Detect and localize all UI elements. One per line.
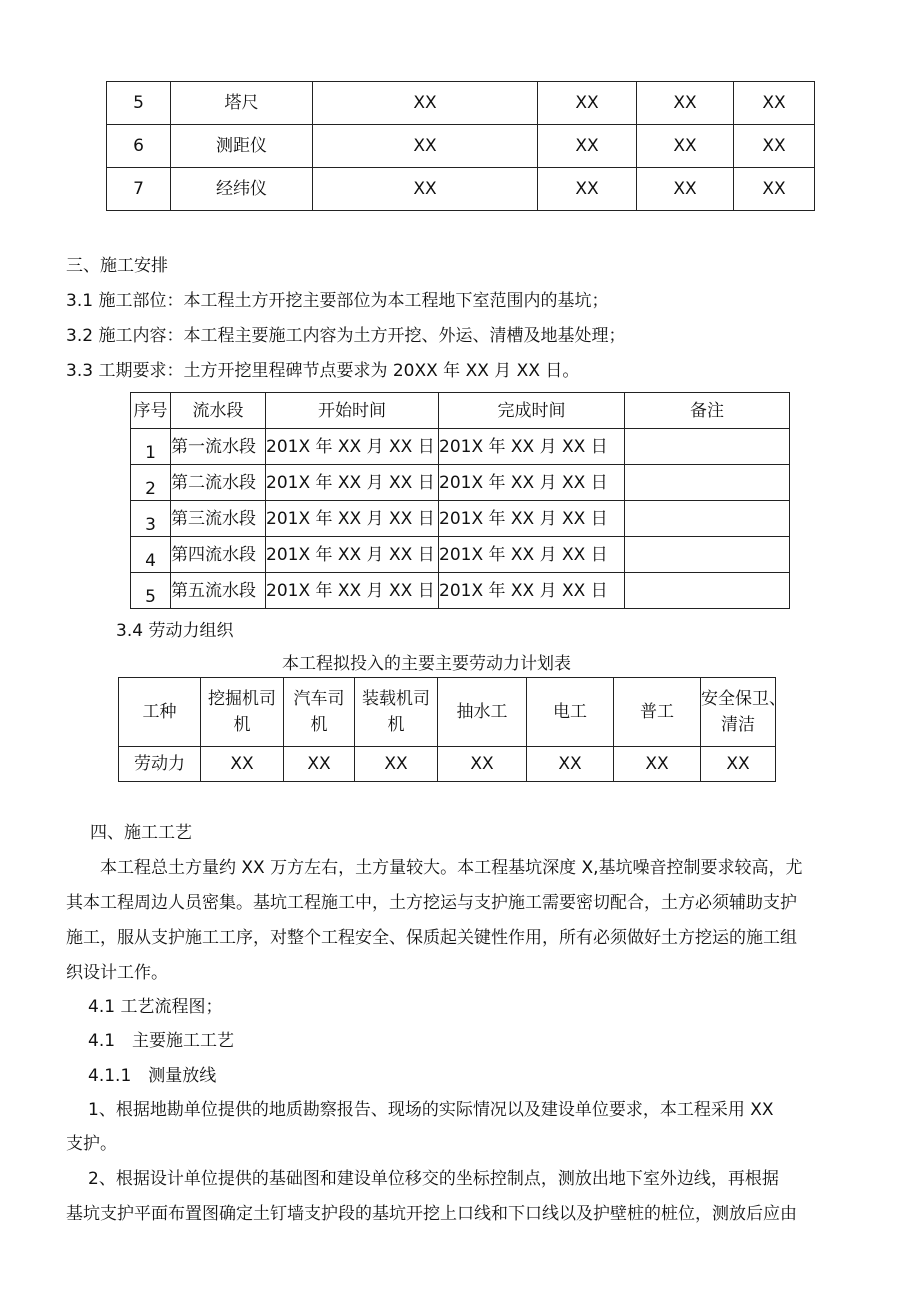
cell-name: 经纬仪 bbox=[171, 168, 313, 211]
cell-c1: XX bbox=[313, 125, 538, 168]
cell-no: 5 bbox=[107, 82, 171, 125]
cell-c4: XX bbox=[734, 82, 815, 125]
header-cell: 开始时间 bbox=[266, 393, 439, 429]
table-row bbox=[107, 125, 815, 168]
section3-3: 3.3 工期要求：土方开挖里程碑节点要求为 20XX 年 XX 月 XX 日。 bbox=[66, 361, 580, 381]
cell-value: XX bbox=[355, 747, 438, 782]
cell-no: 6 bbox=[107, 125, 171, 168]
labor-table bbox=[118, 677, 786, 782]
cell-value: XX bbox=[438, 747, 527, 782]
header-cell: 汽车司 机 bbox=[284, 678, 355, 747]
item-1-line: 支护。 bbox=[66, 1134, 117, 1154]
header-cell: 安全保卫、 清洁 bbox=[701, 678, 776, 747]
cell-start: 201X 年 XX 月 XX 日 bbox=[266, 537, 439, 573]
cell-c2: XX bbox=[538, 82, 637, 125]
header-cell: 抽水工 bbox=[438, 678, 527, 747]
cell-c1: XX bbox=[313, 168, 538, 211]
item-2-line: 基坑支护平面布置图确定土钉墙支护段的基坑开挖上口线和下口线以及护壁桩的桩位，测放后应由 bbox=[66, 1204, 797, 1224]
labor-table-title: 本工程拟投入的主要主要劳动力计划表 bbox=[282, 654, 571, 674]
cell-note bbox=[625, 537, 790, 573]
cell-no: 1 bbox=[131, 429, 171, 465]
section3-2: 3.2 施工内容：本工程主要施工内容为土方开挖、外运、清槽及地基处理； bbox=[66, 326, 626, 346]
header-cell: 序号 bbox=[131, 393, 171, 429]
table-row bbox=[131, 537, 790, 573]
table-header-row bbox=[119, 678, 776, 747]
header-cell: 挖掘机司 机 bbox=[201, 678, 284, 747]
section4-1-process: 4.1 主要施工工艺 bbox=[88, 1031, 235, 1051]
cell-end: 201X 年 XX 月 XX 日 bbox=[439, 465, 625, 501]
cell-c3: XX bbox=[637, 82, 734, 125]
table-header-row bbox=[131, 393, 790, 429]
cell-start: 201X 年 XX 月 XX 日 bbox=[266, 501, 439, 537]
header-cell: 电工 bbox=[527, 678, 614, 747]
cell-value: XX bbox=[201, 747, 284, 782]
cell-c2: XX bbox=[538, 168, 637, 211]
cell-start: 201X 年 XX 月 XX 日 bbox=[266, 465, 439, 501]
cell-end: 201X 年 XX 月 XX 日 bbox=[439, 429, 625, 465]
header-cell: 装载机司 机 bbox=[355, 678, 438, 747]
cell-note bbox=[625, 573, 790, 609]
section3-heading: 三、施工安排 bbox=[66, 256, 168, 276]
para-line: 其本工程周边人员密集。基坑工程施工中，土方挖运与支护施工需要密切配合，土方必须辅助支护 bbox=[66, 893, 797, 913]
table-row bbox=[107, 168, 815, 211]
item-1-line: 1、根据地勘单位提供的地质勘察报告、现场的实际情况以及建设单位要求，本工程采用 XX bbox=[88, 1100, 774, 1120]
cell-c2: XX bbox=[538, 125, 637, 168]
section3-1: 3.1 施工部位：本工程土方开挖主要部位为本工程地下室范围内的基坑； bbox=[66, 291, 609, 311]
para-line: 本工程总土方量约 XX 万方左右，土方量较大。本工程基坑深度 X,基坑噪音控制要求较高，尤 bbox=[100, 858, 803, 878]
header-cell: 流水段 bbox=[171, 393, 266, 429]
cell-c4: XX bbox=[734, 125, 815, 168]
cell-end: 201X 年 XX 月 XX 日 bbox=[439, 537, 625, 573]
section4-heading: 四、施工工艺 bbox=[90, 823, 192, 843]
section4-1-1: 4.1.1 测量放线 bbox=[88, 1066, 217, 1086]
para-line: 施工，服从支护施工工序，对整个工程安全、保质起关键性作用，所有必须做好土方挖运的施工组 bbox=[66, 928, 797, 948]
table-row bbox=[131, 429, 790, 465]
cell-c3: XX bbox=[637, 125, 734, 168]
cell-c1: XX bbox=[313, 82, 538, 125]
section4-1-flow: 4.1 工艺流程图； bbox=[88, 997, 223, 1017]
table-row bbox=[131, 465, 790, 501]
cell-start: 201X 年 XX 月 XX 日 bbox=[266, 573, 439, 609]
cell-no: 2 bbox=[131, 465, 171, 501]
cell-note bbox=[625, 465, 790, 501]
header-cell: 备注 bbox=[625, 393, 790, 429]
table-row bbox=[131, 501, 790, 537]
cell-no: 5 bbox=[131, 573, 171, 609]
cell-name: 塔尺 bbox=[171, 82, 313, 125]
header-cell: 普工 bbox=[614, 678, 701, 747]
para-line: 织设计工作。 bbox=[66, 963, 168, 983]
header-cell: 完成时间 bbox=[439, 393, 625, 429]
schedule-table bbox=[130, 392, 790, 609]
table-row bbox=[119, 747, 776, 782]
cell-stage: 第二流水段 bbox=[171, 465, 266, 501]
cell-start: 201X 年 XX 月 XX 日 bbox=[266, 429, 439, 465]
header-cell: 工种 bbox=[119, 678, 201, 747]
cell-stage: 第四流水段 bbox=[171, 537, 266, 573]
cell-stage: 第五流水段 bbox=[171, 573, 266, 609]
cell-no: 3 bbox=[131, 501, 171, 537]
cell-no: 4 bbox=[131, 537, 171, 573]
section3-4: 3.4 劳动力组织 bbox=[116, 621, 234, 641]
cell-stage: 第一流水段 bbox=[171, 429, 266, 465]
cell-end: 201X 年 XX 月 XX 日 bbox=[439, 501, 625, 537]
cell-value: XX bbox=[527, 747, 614, 782]
cell-note bbox=[625, 501, 790, 537]
table-row bbox=[107, 82, 815, 125]
table-row bbox=[131, 573, 790, 609]
cell-value: XX bbox=[701, 747, 776, 782]
cell-note bbox=[625, 429, 790, 465]
cell-c4: XX bbox=[734, 168, 815, 211]
cell-name: 测距仪 bbox=[171, 125, 313, 168]
cell-value: XX bbox=[284, 747, 355, 782]
cell-value: XX bbox=[614, 747, 701, 782]
item-2-line: 2、根据设计单位提供的基础图和建设单位移交的坐标控制点，测放出地下室外边线，再根据 bbox=[88, 1169, 779, 1189]
cell-no: 7 bbox=[107, 168, 171, 211]
equipment-table bbox=[106, 81, 815, 211]
cell-end: 201X 年 XX 月 XX 日 bbox=[439, 573, 625, 609]
row-label: 劳动力 bbox=[119, 747, 201, 782]
cell-c3: XX bbox=[637, 168, 734, 211]
cell-stage: 第三流水段 bbox=[171, 501, 266, 537]
